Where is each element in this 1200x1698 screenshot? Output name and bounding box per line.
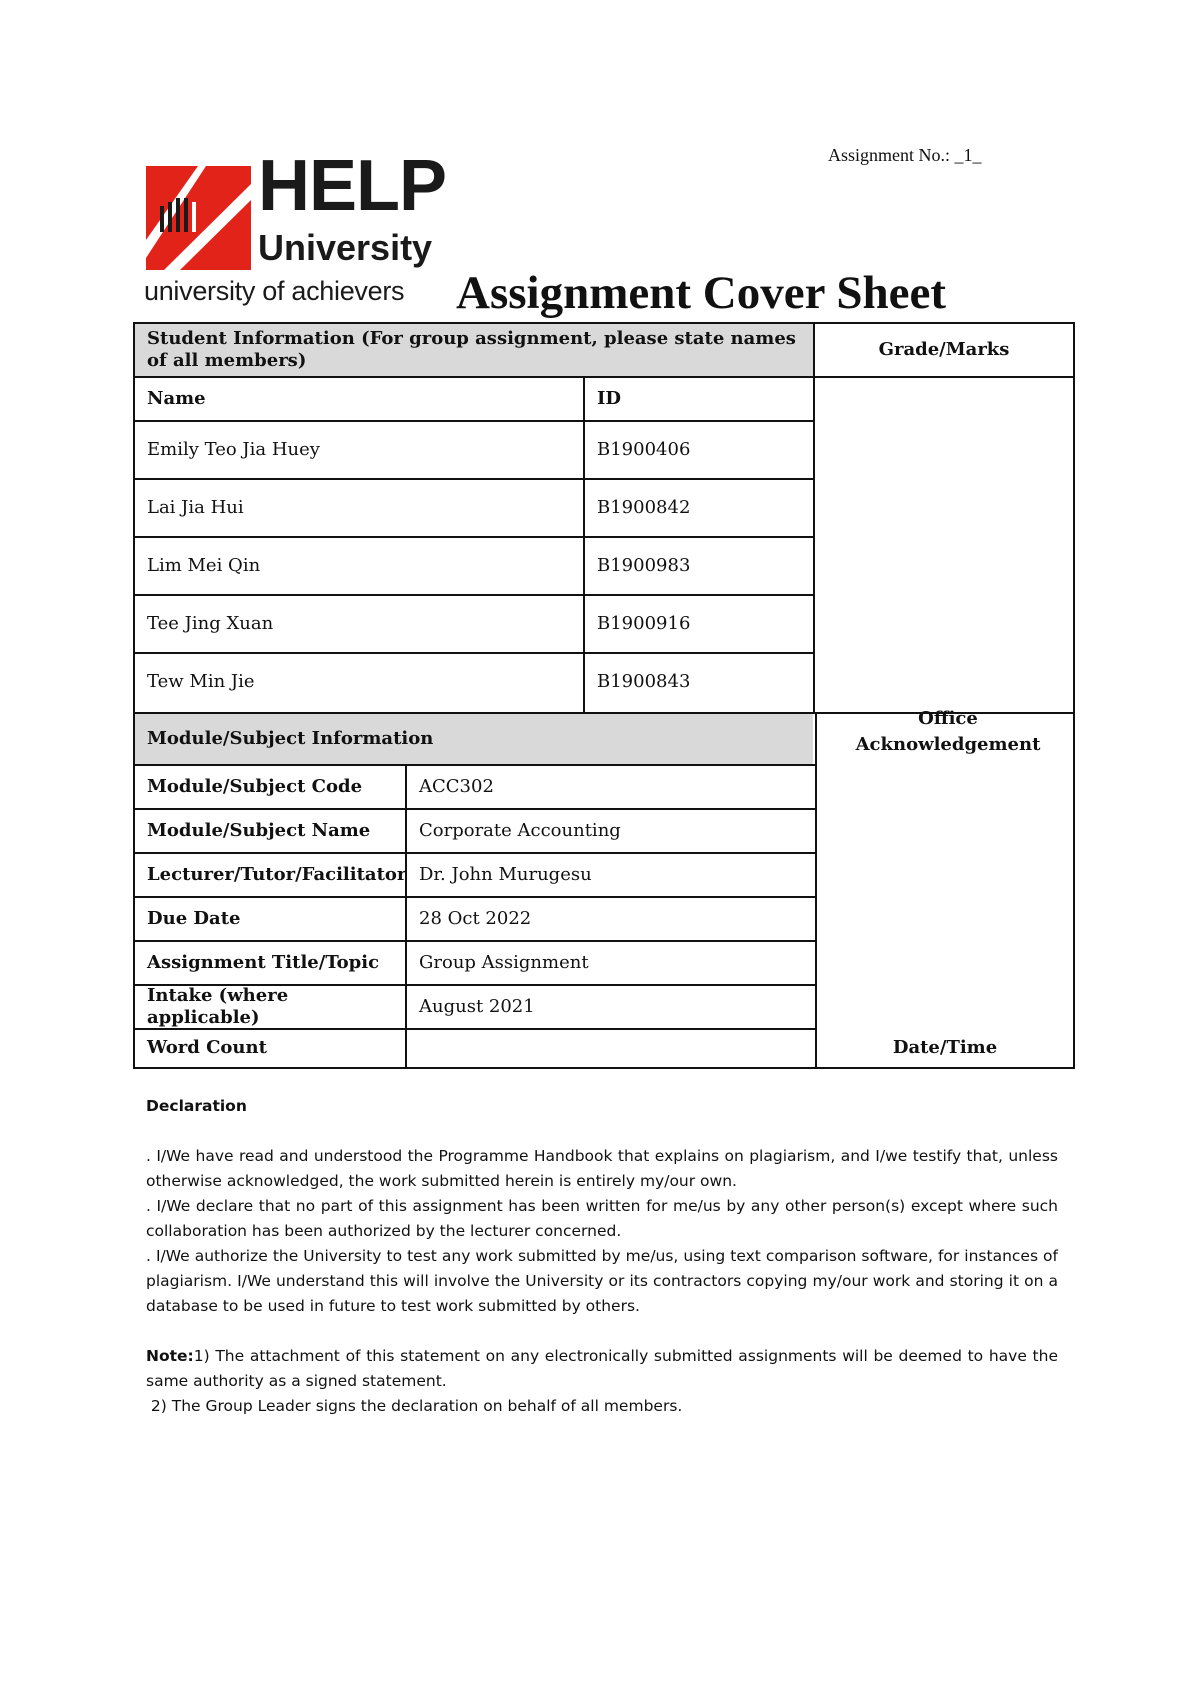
date-time-label: Date/Time	[892, 1037, 998, 1059]
module-row-value[interactable]: Corporate Accounting	[419, 819, 621, 841]
help-university-logo	[144, 146, 447, 314]
module-row-value[interactable]	[407, 1030, 815, 1067]
module-row-label: Word Count	[147, 1037, 267, 1059]
module-row-value[interactable]: 28 Oct 2022	[419, 907, 532, 929]
module-row-label: Module/Subject Code	[147, 775, 363, 797]
module-row-value[interactable]: ACC302	[419, 775, 494, 797]
module-row-value[interactable]: Group Assignment	[419, 951, 589, 973]
module-row-label: Intake (where applicable)	[147, 984, 289, 1028]
grade-marks-box[interactable]	[815, 378, 1073, 710]
cover-sheet-form	[133, 322, 1075, 1069]
declaration-item: . I/We declare that no part of this assignment has been written for me/us by any other person(s) except where such collaboration has been authorized by the lecturer concerned.	[146, 1197, 1058, 1240]
logo-name-line1: HELP	[258, 146, 447, 226]
module-row-label: Module/Subject Name	[147, 819, 371, 841]
logo-emblem-icon	[146, 166, 251, 270]
declaration-title: Declaration	[146, 1097, 247, 1115]
student-name[interactable]: Emily Teo Jia Huey	[147, 438, 320, 460]
note-label: Note:	[146, 1347, 194, 1365]
module-row-label: Due Date	[147, 907, 241, 929]
note-1-text: 1) The attachment of this statement on any electronically submitted assignments will be deemed to have the same authority as a signed statement.	[146, 1347, 1058, 1390]
note-2: 2) The Group Leader signs the declaration on behalf of all members.	[146, 1397, 683, 1415]
declaration-section	[146, 1094, 1058, 1419]
module-row-label: Assignment Title/Topic	[147, 951, 380, 973]
student-id[interactable]: B1900916	[597, 612, 691, 634]
student-name[interactable]: Tew Min Jie	[147, 670, 255, 692]
module-info-header: Module/Subject Information	[135, 714, 813, 764]
student-id[interactable]: B1900843	[597, 670, 691, 692]
declaration-item: . I/We have read and understood the Programme Handbook that explains on plagiarism, and I/we testify that, unless otherwise acknowledged, the work submitted herein is entirely my/our own.	[146, 1147, 1058, 1190]
student-info-header: Student Information (For group assignment, please state names of all members)	[135, 324, 813, 376]
col-header-name: Name	[147, 387, 206, 409]
student-id[interactable]: B1900842	[597, 496, 691, 518]
office-acknowledgement-header: Office Acknowledgement	[855, 708, 1041, 755]
col-header-id: ID	[597, 387, 622, 409]
module-row-value[interactable]: August 2021	[419, 995, 535, 1017]
student-name[interactable]: Lim Mei Qin	[147, 554, 261, 576]
note-1	[146, 1344, 1058, 1394]
logo-name-line2: University	[258, 227, 433, 268]
grade-marks-header: Grade/Marks	[878, 338, 1010, 360]
assignment-number: Assignment No.: _1_	[828, 145, 982, 165]
student-id[interactable]: B1900406	[597, 438, 691, 460]
declaration-item: . I/We authorize the University to test any work submitted by me/us, using text comparison software, for instances of plagiarism. I/We understand this will involve the University or its contractors copying my/our work and storing it on a database to be used in future to test work submitted by others.	[146, 1247, 1058, 1315]
student-name[interactable]: Tee Jing Xuan	[147, 612, 274, 634]
student-id[interactable]: B1900983	[597, 554, 691, 576]
module-row-value[interactable]: Dr. John Murugesu	[419, 863, 592, 885]
page-title: Assignment Cover Sheet	[456, 267, 946, 319]
logo-tagline: university of achievers	[144, 276, 405, 306]
module-row-label: Lecturer/Tutor/Facilitator	[147, 863, 407, 885]
student-name[interactable]: Lai Jia Hui	[147, 496, 244, 518]
